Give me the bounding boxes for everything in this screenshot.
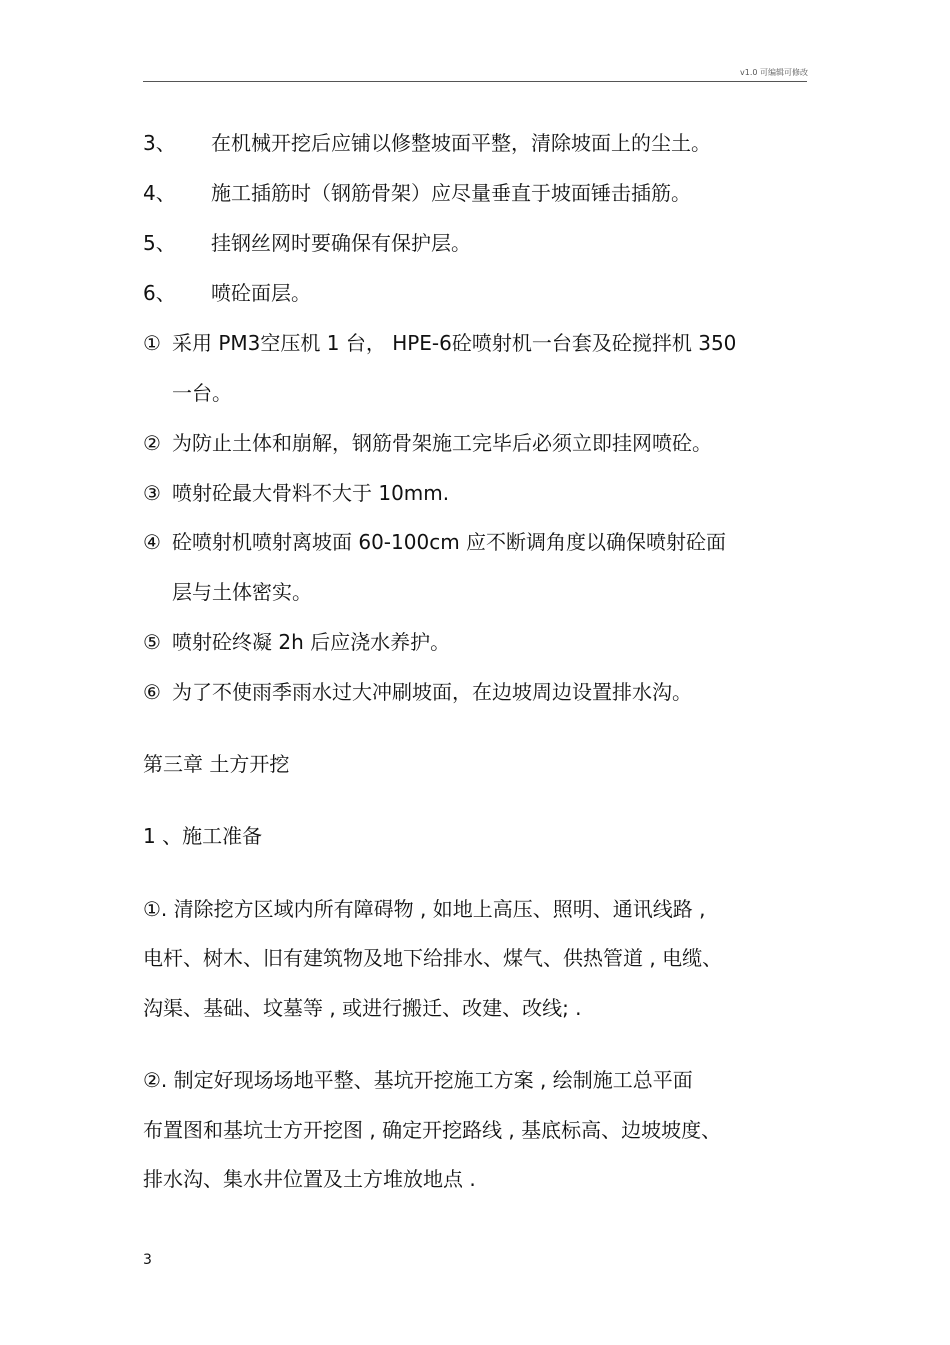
paragraph-1-line-1: ①. 清除挖方区域内所有障碍物 , 如地上高压、照明、通讯线路 , xyxy=(143,897,706,921)
item-number: 4、 xyxy=(143,181,176,205)
circled-mark: ⑤ xyxy=(143,630,161,654)
item-text: 采用 PM3空压机 1 台， HPE-6砼喷射机一台套及砼搅拌机 350 xyxy=(172,331,737,355)
item-number: 5、 xyxy=(143,231,176,255)
item-text: 喷射砼终凝 2h 后应浇水养护。 xyxy=(172,630,451,654)
circled-item-6 xyxy=(143,679,692,705)
item-text: 喷砼面层。 xyxy=(211,281,311,305)
circled-item-4 xyxy=(143,529,726,555)
numbered-item-6 xyxy=(143,280,311,306)
section-title: 1 、施工准备 xyxy=(143,824,263,848)
numbered-item-3 xyxy=(143,130,711,156)
chapter-title: 第三章 土方开挖 xyxy=(143,752,290,776)
paragraph-1-line-2: 电杆、树木、旧有建筑物及地下给排水、煤气、供热管道 , 电缆、 xyxy=(143,946,723,970)
item-text: 挂钢丝网时要确保有保护层。 xyxy=(211,231,471,255)
paragraph-2-line-3: 排水沟、集水井位置及土方堆放地点 . xyxy=(143,1167,476,1191)
circled-mark: ② xyxy=(143,431,161,455)
circled-item-1 xyxy=(143,330,736,356)
page-number: 3 xyxy=(143,1252,152,1268)
circled-item-2 xyxy=(143,430,712,456)
circled-mark: ⑥ xyxy=(143,680,161,704)
paragraph-2-line-2: 布置图和基坑士方开挖图 , 确定开挖路线 , 基底标高、边坡坡度、 xyxy=(143,1118,722,1142)
circled-mark: ③ xyxy=(143,481,161,505)
item-text: 施工插筋时（钢筋骨架）应尽量垂直于坡面锤击插筋。 xyxy=(211,181,691,205)
numbered-item-4 xyxy=(143,180,691,206)
circled-item-1-continuation: 一台。 xyxy=(172,381,232,405)
item-number: 6、 xyxy=(143,281,176,305)
header-tag: v1.0 可编辑可修改 xyxy=(740,68,808,77)
paragraph-2-line-1: ②. 制定好现场场地平整、基坑开挖施工方案 , 绘制施工总平面 xyxy=(143,1068,693,1092)
item-text: 喷射砼最大骨料不大于 10mm. xyxy=(172,481,450,505)
circled-mark: ① xyxy=(143,331,161,355)
item-text: 为防止土体和崩解，钢筋骨架施工完毕后必须立即挂网喷砼。 xyxy=(172,431,712,455)
circled-item-5 xyxy=(143,629,450,655)
item-text: 砼喷射机喷射离坡面 60-100cm 应不断调角度以确保喷射砼面 xyxy=(172,530,727,554)
circled-item-3 xyxy=(143,480,449,506)
circled-mark: ④ xyxy=(143,530,161,554)
numbered-item-5 xyxy=(143,230,471,256)
item-text: 在机械开挖后应铺以修整坡面平整，清除坡面上的尘土。 xyxy=(211,131,711,155)
paragraph-1-line-3: 沟渠、基础、坟墓等 , 或进行搬迁、改建、改线; . xyxy=(143,996,582,1020)
circled-item-4-continuation: 层与土体密实。 xyxy=(172,580,312,604)
item-text: 为了不使雨季雨水过大冲刷坡面，在边坡周边设置排水沟。 xyxy=(172,680,692,704)
header-rule xyxy=(143,81,807,82)
item-number: 3、 xyxy=(143,131,176,155)
